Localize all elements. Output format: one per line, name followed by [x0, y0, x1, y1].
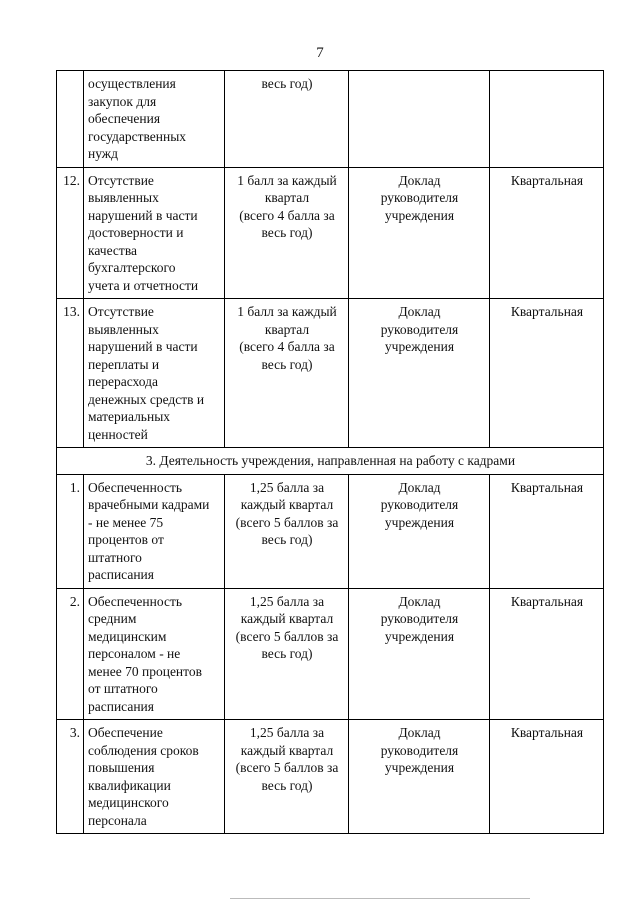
source-cell: Доклад руководителя учреждения: [349, 474, 490, 588]
row-number: [57, 71, 84, 168]
row-number: 12.: [57, 167, 84, 299]
section-row: [57, 448, 604, 475]
row-number: 13.: [57, 299, 84, 448]
score-cell: 1,25 балла за каждый квартал (всего 5 баллов за весь год): [225, 474, 349, 588]
criterion-cell: Обеспечение соблюдения сроков повышения квалификации медицинского персонала: [84, 720, 225, 834]
criterion-cell: Отсутствие выявленных нарушений в части достоверности и качества бухгалтерского учета и отчетности: [84, 167, 225, 299]
table-row: [57, 588, 604, 720]
score-cell: 1,25 балла за каждый квартал (всего 5 баллов за весь год): [225, 588, 349, 720]
source-cell: Доклад руководителя учреждения: [349, 720, 490, 834]
period-cell: Квартальная: [490, 720, 604, 834]
table-row: [57, 474, 604, 588]
period-cell: [490, 71, 604, 168]
score-cell: 1 балл за каждый квартал (всего 4 балла за весь год): [225, 299, 349, 448]
period-cell: Квартальная: [490, 167, 604, 299]
table-row: [57, 299, 604, 448]
source-cell: Доклад руководителя учреждения: [349, 588, 490, 720]
source-cell: Доклад руководителя учреждения: [349, 299, 490, 448]
page-number: 7: [316, 45, 324, 61]
row-number: 1.: [57, 474, 84, 588]
score-cell: 1 балл за каждый квартал (всего 4 балла за весь год): [225, 167, 349, 299]
criterion-cell: осуществления закупок для обеспечения государственных нужд: [84, 71, 225, 168]
page-edge-line: [230, 898, 530, 899]
row-number: 2.: [57, 588, 84, 720]
table-row: [57, 167, 604, 299]
criteria-table: [56, 70, 604, 834]
table-row: [57, 71, 604, 168]
source-cell: Доклад руководителя учреждения: [349, 167, 490, 299]
period-cell: Квартальная: [490, 299, 604, 448]
period-cell: Квартальная: [490, 588, 604, 720]
criterion-cell: Обеспеченность врачебными кадрами - не менее 75 процентов от штатного расписания: [84, 474, 225, 588]
score-cell: весь год): [225, 71, 349, 168]
source-cell: [349, 71, 490, 168]
row-number: 3.: [57, 720, 84, 834]
table-row: [57, 720, 604, 834]
criterion-cell: Обеспеченность средним медицинским персоналом - не менее 70 процентов от штатного расписания: [84, 588, 225, 720]
period-cell: Квартальная: [490, 474, 604, 588]
section-heading: 3. Деятельность учреждения, направленная на работу с кадрами: [57, 448, 604, 475]
score-cell: 1,25 балла за каждый квартал (всего 5 баллов за весь год): [225, 720, 349, 834]
criterion-cell: Отсутствие выявленных нарушений в части переплаты и перерасхода денежных средств и материальных ценностей: [84, 299, 225, 448]
